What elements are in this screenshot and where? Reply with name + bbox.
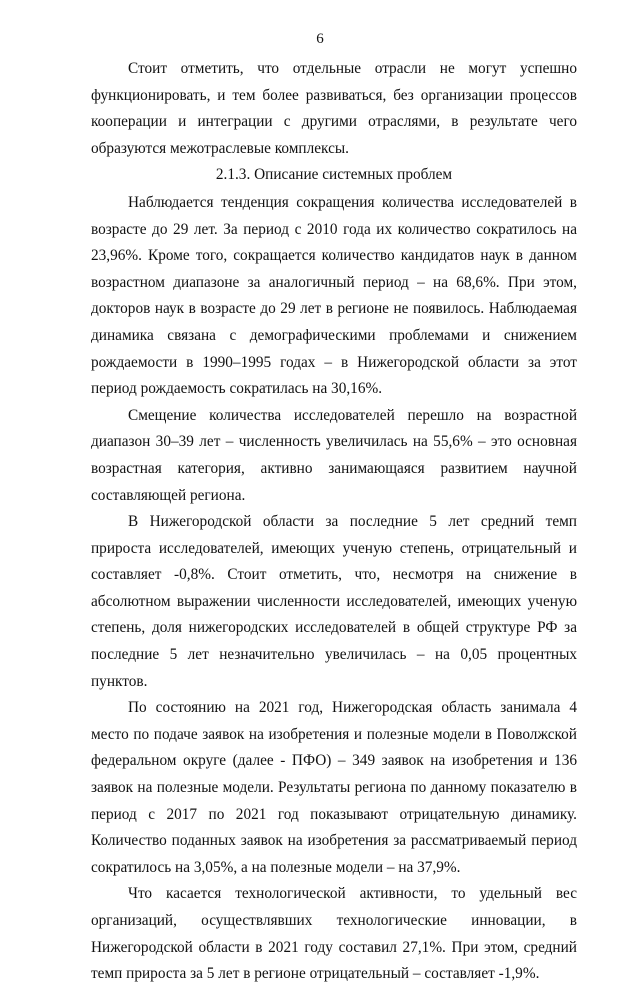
paragraph-technological-activity: Что касается технологической активности, то удельный вес организаций, осуществлявших технологические инновации, в Нижегородской области в 2021 году составил 27,1%. При этом, средний темп прироста за 5 лет в регионе отрицательный – составляет -1,9%. xyxy=(91,885,577,983)
paragraph-researchers-decline: Наблюдается тенденция сокращения количества исследователей в возрасте до 29 лет. За период с 2010 года их количество сократилось на 23,96%. Кроме того, сокращается количество кандидатов наук в данном возрастном диапазоне за аналогичный период – на 68,6%. При этом, докторов наук в возрасте до 29 лет в регионе не появилось. Наблюдаемая динамика связана с демографическими проблемами и снижением рождаемости в 1990–1995 годах – в Нижегородской области за этот период рождаемость сократилась на 30,16%. xyxy=(91,193,577,398)
document-body xyxy=(91,56,577,988)
intro-paragraph: Стоит отметить, что отдельные отрасли не могут успешно функционировать, и тем более развиваться, без организации процессов кооперации и интеграции с другими отраслями, в результате чего образуются межотраслевые комплексы. xyxy=(91,60,577,157)
paragraph-patent-applications: По состоянию на 2021 год, Нижегородская область занимала 4 место по подаче заявок на изобретения и полезные модели в Поволжской федеральном округе (далее - ПФО) – 349 заявок на изобретения и 136 заявок на полезные модели. Результаты региона по данному показателю в период с 2017 по 2021 год показывают отрицательную динамику. Количество поданных заявок на изобретения за рассматриваемый период сократилось на 3,05%, а на полезные модели – на 37,9%. xyxy=(91,699,577,876)
paragraph-degree-holders: В Нижегородской области за последние 5 лет средний темп прироста исследователей, имеющих ученую степень, отрицательный и составляет -0,8%. Стоит отметить, что, несмотря на снижение в абсолютном выражении численности исследователей, имеющих ученую степень, доля нижегородских исследователей в общей структуре РФ за последние 5 лет незначительно увеличилась – на 0,05 процентных пунктов. xyxy=(91,513,577,690)
page-number: 6 xyxy=(316,31,324,47)
section-heading: 2.1.3. Описание системных проблем xyxy=(215,166,453,184)
paragraph-age-shift: Смещение количества исследователей перешло на возрастной диапазон 30–39 лет – численность увеличилась на 55,6% – это основная возрастная категория, активно занимающаяся развитием научной составляющей региона. xyxy=(91,406,577,504)
